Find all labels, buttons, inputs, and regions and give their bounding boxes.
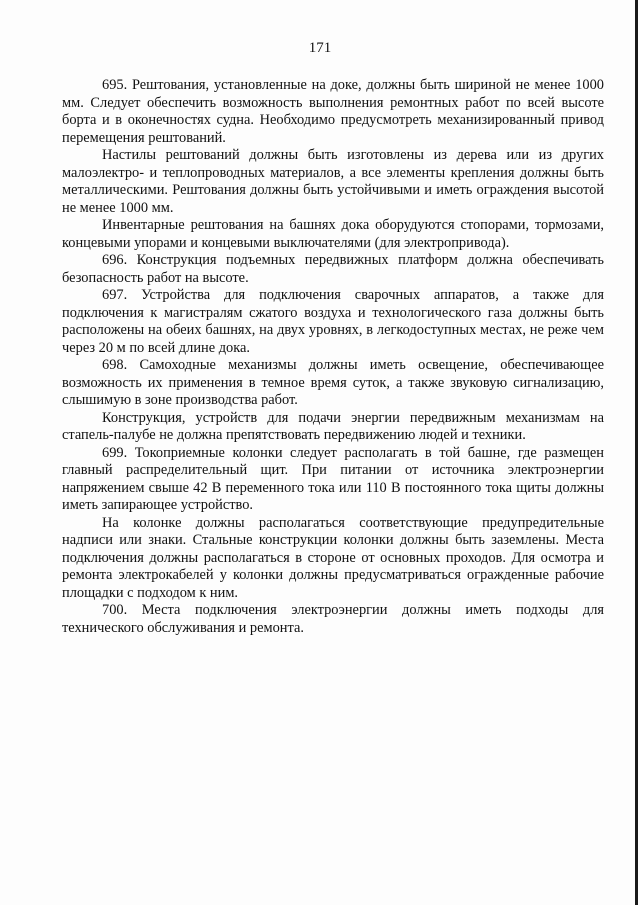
paragraph-697: 697. Устройства для подключения сварочных аппаратов, а также для подключения к магистралям сжатого воздуха и технологического газа должны быть расположены на обеих башнях, на двух уровнях, в легкодоступных местах, не реже чем через 20 м по всей длине дока. [62,287,604,356]
body-text [62,77,604,637]
paragraph-699-column: На колонке должны располагаться соответствующие предупредительные надписи или знаки. Стальные конструкции колонки должны быть заземлены. Места подключения должны располагаться в стороне от основных проходов. Для осмотра и ремонта электрокабелей у колонки должны предусматриваться огражденные рабочие площадки с подходом к ним. [62,514,604,601]
scan-edge [635,0,638,905]
paragraph-698-energy: Конструкция, устройств для подачи энергии передвижным механизмам на стапель-палубе не должна препятствовать передвижению людей и техники. [62,409,604,443]
paragraph-695: 695. Рештования, установленные на доке, должны быть шириной не менее 1000 мм. Следует обеспечить возможность выполнения ремонтных работ по всей высоте борта и в оконечностях судна. Необходимо предусмотреть механизированный привод перемещения рештований. [62,77,604,146]
paragraph-700: 700. Места подключения электроэнергии должны иметь подходы для технического обслуживания и ремонта. [62,602,604,636]
paragraph-696: 696. Конструкция подъемных передвижных платформ должна обеспечивать безопасность работ на высоте. [62,252,604,286]
paragraph-699: 699. Токоприемные колонки следует располагать в той башне, где размещен главный распределительный щит. При питании от источника электроэнергии напряжением свыше 42 В переменного тока или 110 В постоянного тока щиты должны иметь запирающее устройство. [62,444,604,513]
paragraph-698: 698. Самоходные механизмы должны иметь освещение, обеспечивающее возможность их применения в темное время суток, а также звуковую сигнализацию, слышимую в зоне производства работ. [62,357,604,408]
paragraph-695-inventory: Инвентарные рештования на башнях дока оборудуются стопорами, тормозами, концевыми упорами и концевыми выключателями (для электропривода). [62,217,604,251]
page-number: 171 [308,40,332,56]
paragraph-695-decking: Настилы рештований должны быть изготовлены из дерева или из других малоэлектро- и теплопроводных материалов, а все элементы крепления должны быть металлическими. Рештования должны быть устойчивыми и иметь ограждения высотой не менее 1000 мм. [62,147,604,216]
